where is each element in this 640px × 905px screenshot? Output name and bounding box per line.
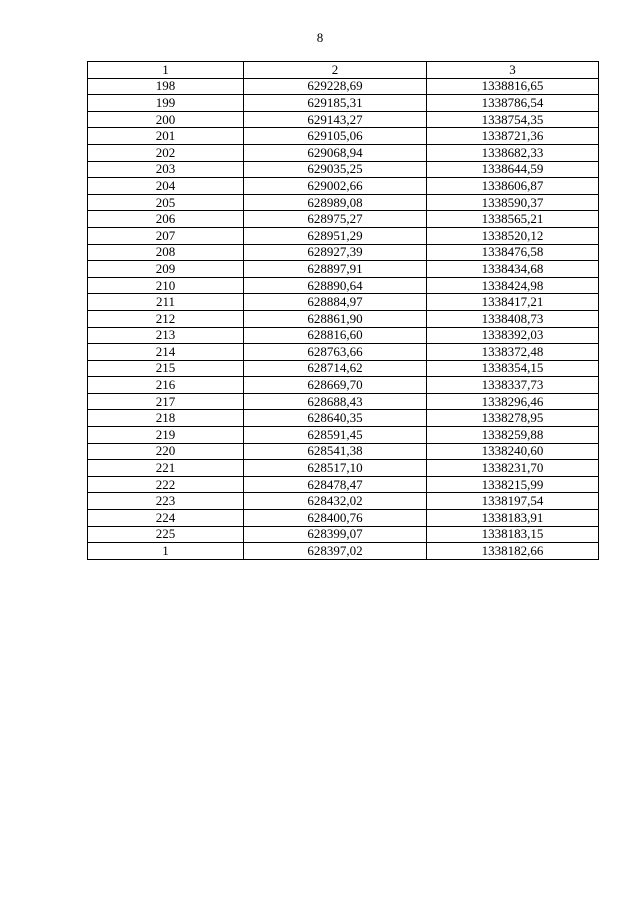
x-coordinate-cell: 628897,91: [244, 261, 427, 278]
table-row: [88, 510, 599, 527]
table-row: [88, 493, 599, 510]
header-cell-x: 2: [244, 62, 427, 79]
header-row: [88, 62, 599, 79]
x-coordinate-cell: 628432,02: [244, 493, 427, 510]
x-coordinate-cell: 629185,31: [244, 95, 427, 112]
y-coordinate-cell: 1338606,87: [427, 178, 599, 195]
table-row: [88, 377, 599, 394]
y-coordinate-cell: 1338215,99: [427, 476, 599, 493]
header-cell-point: 1: [88, 62, 244, 79]
x-coordinate-cell: 629228,69: [244, 78, 427, 95]
x-coordinate-cell: 628763,66: [244, 344, 427, 361]
point-number-cell: 217: [88, 393, 244, 410]
x-coordinate-cell: 629068,94: [244, 144, 427, 161]
x-coordinate-cell: 629035,25: [244, 161, 427, 178]
table-row: [88, 111, 599, 128]
y-coordinate-cell: 1338278,95: [427, 410, 599, 427]
table-row: [88, 460, 599, 477]
table-body: [88, 78, 599, 559]
table-row: [88, 526, 599, 543]
table-row: [88, 277, 599, 294]
table-row: [88, 178, 599, 195]
y-coordinate-cell: 1338408,73: [427, 310, 599, 327]
point-number-cell: 212: [88, 310, 244, 327]
table-row: [88, 227, 599, 244]
point-number-cell: 214: [88, 344, 244, 361]
y-coordinate-cell: 1338392,03: [427, 327, 599, 344]
x-coordinate-cell: 628478,47: [244, 476, 427, 493]
table-header: [88, 62, 599, 79]
point-number-cell: 213: [88, 327, 244, 344]
point-number-cell: 225: [88, 526, 244, 543]
table-row: [88, 410, 599, 427]
x-coordinate-cell: 628669,70: [244, 377, 427, 394]
table-row: [88, 360, 599, 377]
point-number-cell: 216: [88, 377, 244, 394]
table-row: [88, 443, 599, 460]
x-coordinate-cell: 629105,06: [244, 128, 427, 145]
y-coordinate-cell: 1338644,59: [427, 161, 599, 178]
point-number-cell: 203: [88, 161, 244, 178]
y-coordinate-cell: 1338354,15: [427, 360, 599, 377]
x-coordinate-cell: 628816,60: [244, 327, 427, 344]
x-coordinate-cell: 628989,08: [244, 194, 427, 211]
point-number-cell: 204: [88, 178, 244, 195]
point-number-cell: 219: [88, 427, 244, 444]
x-coordinate-cell: 628399,07: [244, 526, 427, 543]
table-row: [88, 427, 599, 444]
x-coordinate-cell: 628714,62: [244, 360, 427, 377]
y-coordinate-cell: 1338417,21: [427, 294, 599, 311]
y-coordinate-cell: 1338754,35: [427, 111, 599, 128]
y-coordinate-cell: 1338786,54: [427, 95, 599, 112]
table-row: [88, 128, 599, 145]
point-number-cell: 208: [88, 244, 244, 261]
point-number-cell: 222: [88, 476, 244, 493]
header-cell-y: 3: [427, 62, 599, 79]
table-row: [88, 95, 599, 112]
x-coordinate-cell: 628591,45: [244, 427, 427, 444]
point-number-cell: 221: [88, 460, 244, 477]
table-row: [88, 211, 599, 228]
x-coordinate-cell: 628400,76: [244, 510, 427, 527]
y-coordinate-cell: 1338520,12: [427, 227, 599, 244]
y-coordinate-cell: 1338434,68: [427, 261, 599, 278]
point-number-cell: 201: [88, 128, 244, 145]
point-number-cell: 211: [88, 294, 244, 311]
point-number-cell: 206: [88, 211, 244, 228]
point-number-cell: 199: [88, 95, 244, 112]
y-coordinate-cell: 1338424,98: [427, 277, 599, 294]
table-row: [88, 543, 599, 560]
x-coordinate-cell: 628890,64: [244, 277, 427, 294]
x-coordinate-cell: 628927,39: [244, 244, 427, 261]
table-row: [88, 310, 599, 327]
x-coordinate-cell: 628951,29: [244, 227, 427, 244]
point-number-cell: 220: [88, 443, 244, 460]
point-number-cell: 224: [88, 510, 244, 527]
y-coordinate-cell: 1338197,54: [427, 493, 599, 510]
y-coordinate-cell: 1338182,66: [427, 543, 599, 560]
point-number-cell: 200: [88, 111, 244, 128]
table-row: [88, 161, 599, 178]
point-number-cell: 223: [88, 493, 244, 510]
y-coordinate-cell: 1338682,33: [427, 144, 599, 161]
y-coordinate-cell: 1338183,15: [427, 526, 599, 543]
point-number-cell: 205: [88, 194, 244, 211]
coordinates-table: [87, 61, 599, 560]
x-coordinate-cell: 628975,27: [244, 211, 427, 228]
point-number-cell: 215: [88, 360, 244, 377]
y-coordinate-cell: 1338565,21: [427, 211, 599, 228]
y-coordinate-cell: 1338337,73: [427, 377, 599, 394]
table-row: [88, 261, 599, 278]
y-coordinate-cell: 1338231,70: [427, 460, 599, 477]
point-number-cell: 207: [88, 227, 244, 244]
table-row: [88, 294, 599, 311]
y-coordinate-cell: 1338183,91: [427, 510, 599, 527]
y-coordinate-cell: 1338721,36: [427, 128, 599, 145]
table-row: [88, 78, 599, 95]
y-coordinate-cell: 1338476,58: [427, 244, 599, 261]
x-coordinate-cell: 628397,02: [244, 543, 427, 560]
point-number-cell: 210: [88, 277, 244, 294]
table-row: [88, 327, 599, 344]
table-row: [88, 344, 599, 361]
y-coordinate-cell: 1338259,88: [427, 427, 599, 444]
table-row: [88, 476, 599, 493]
point-number-cell: 202: [88, 144, 244, 161]
page-number: 8: [316, 30, 324, 45]
table-row: [88, 393, 599, 410]
y-coordinate-cell: 1338816,65: [427, 78, 599, 95]
x-coordinate-cell: 628884,97: [244, 294, 427, 311]
table-row: [88, 194, 599, 211]
point-number-cell: 1: [88, 543, 244, 560]
point-number-cell: 198: [88, 78, 244, 95]
point-number-cell: 218: [88, 410, 244, 427]
y-coordinate-cell: 1338240,60: [427, 443, 599, 460]
table-row: [88, 144, 599, 161]
x-coordinate-cell: 629002,66: [244, 178, 427, 195]
point-number-cell: 209: [88, 261, 244, 278]
y-coordinate-cell: 1338590,37: [427, 194, 599, 211]
x-coordinate-cell: 628861,90: [244, 310, 427, 327]
x-coordinate-cell: 628640,35: [244, 410, 427, 427]
x-coordinate-cell: 629143,27: [244, 111, 427, 128]
x-coordinate-cell: 628688,43: [244, 393, 427, 410]
y-coordinate-cell: 1338296,46: [427, 393, 599, 410]
table-row: [88, 244, 599, 261]
x-coordinate-cell: 628541,38: [244, 443, 427, 460]
y-coordinate-cell: 1338372,48: [427, 344, 599, 361]
x-coordinate-cell: 628517,10: [244, 460, 427, 477]
